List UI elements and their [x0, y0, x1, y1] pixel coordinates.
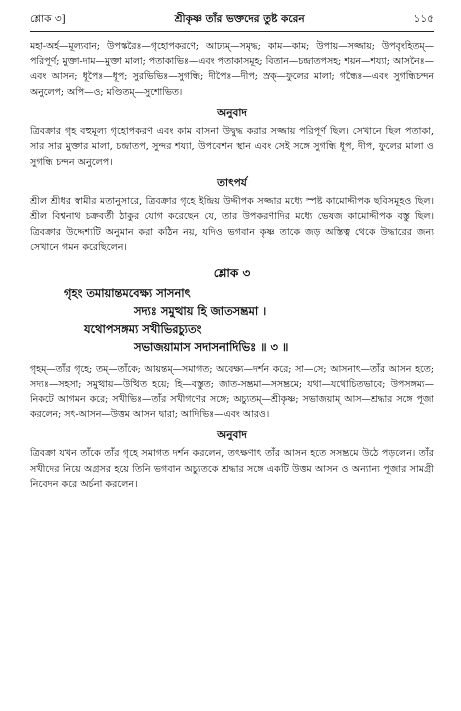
word-gloss-2: গৃহম্—তাঁর গৃহে; তম্—তাঁকে; আয়ন্তম্—সমাগত; অবেক্ষ্য—দর্শন করে; সা—সে; আসনাৎ—তাঁর আসন হতে; সদ্যঃ—সহসা; সমুত্থায়—উত্থিত হয়ে; হি—বস্তুত; জাত-সম্ভ্রমা—সসম্ভ্রমে; যথা—যথোচিতভাবে; উপসঙ্গম্য—নিকটে আগমন করে; সখীভিঃ—তাঁর সখীগণের সঙ্গে; অচ্যুতম্—শ্রীকৃষ্ণ; সভাজয়াম্ আস—শ্রদ্ধার সঙ্গে পূজা করলেন; সৎ-আসন—উত্তম আসন দ্বারা; আদিভিঃ—এবং আরও।: [30, 363, 434, 421]
page-number: ১১৫: [413, 13, 434, 25]
translation-2: ত্রিবক্রা যখন তাঁকে তাঁর গৃহে সমাগত দর্শন করলেন, তৎক্ষণাৎ তাঁর আসন হতে সসম্ভ্রমে উঠে পড়লেন। তাঁর সখীদের নিয়ে অগ্রসর হয়ে তিনি ভগবান অচ্যুতকে শ্রদ্ধার সঙ্গে একটি উত্তম আসন ও অন্যান্য পূজার সামগ্রী নিবেদন করে অর্চনা করলেন।: [30, 448, 434, 491]
verse-line: সদ্যঃ সমুত্থায় হি জাতসম্ভ্রমা ।: [134, 303, 267, 318]
header-rule: [30, 31, 434, 32]
verse-line: গৃহং তমায়ান্তমবেক্ষ্য সাসনাৎ: [64, 285, 191, 300]
translation-1: ত্রিবক্রার গৃহ বহুমূল্য গৃহোপকরণ এবং কাম বাসনা উদ্বুদ্ধ করার সজ্জায় পরিপূর্ণ ছিল। সেখানে ছিল পতাকা, সার সার মুক্তার মালা, চন্দ্রাতপ, সুন্দর শয্যা, উপবেশন স্থান এবং সেই সঙ্গে সুগন্ধি ধূপ, দীপ, ফুলের মালা ও সুগন্ধি চন্দন অনুলেপ।: [30, 125, 434, 168]
purport-heading: তাৎপর্য: [217, 177, 247, 190]
book-page: [30, 12, 434, 702]
translation-heading-1: অনুবাদ: [217, 106, 247, 119]
header-chapter-title: শ্রীকৃষ্ণ তাঁর ভক্তদের তুষ্ট করেন: [174, 13, 305, 25]
verse-heading: শ্লোক ৩: [213, 265, 251, 280]
sanskrit-verse: [30, 284, 434, 356]
purport-text: শ্রীল শ্রীধর স্বামীর মতানুসারে, ত্রিবক্রার গৃহে ইন্দ্রিয় উদ্দীপক সজ্জার মধ্যে স্পষ্ট কামোদ্দীপক ছবিসমূহও ছিল। শ্রীল বিশ্বনাথ চক্রবর্তী ঠাকুর যোগ করেছেন যে, তার উপকরণাদির মধ্যে ভেষজ কামোদ্দীপক বস্তু ছিল। ত্রিবক্রার উদ্দেশ্যটি অনুমান করা কঠিন নয়, যদিও ভগবান কৃষ্ণ তাকে জড় অস্তিত্ব থেকে উদ্ধারের জন্য সেখানে গমন করেছিলেন।: [30, 196, 434, 254]
translation-heading-2: অনুবাদ: [217, 429, 247, 442]
word-gloss-1: মহা-অর্হ—মূল্যবান; উপস্করৈঃ—গৃহোপকরণে; আঢ্যম্—সমৃদ্ধ; কাম—কাম; উপায়—সজ্জায়; উপবৃংহিতম্—পরিপূর্ণ; মুক্তা-দাম—মুক্তা মালা; পতাকাভিঃ—এবং পতাকাসমূহ; বিতান—চন্দ্রাতপসহ; শয়ন—শয্যা; আসনৈঃ—এবং আসন; ধূপৈঃ—ধূপ; সুরভিভিঃ—সুগন্ধি; দীপৈঃ—দীপ; স্রক্—ফুলের মালা; গন্ধৈঃ—এবং সুগন্ধিচন্দন অনুলেপ; অপি—ও; মণ্ডিতম্—সুশোভিত।: [30, 41, 434, 98]
verse-line: সভাজয়ামাস সদাসনাদিভিঃ ॥ ৩ ॥: [134, 339, 289, 354]
header-verse-ref: শ্লোক ৩]: [30, 13, 66, 25]
verse-line: যথোপসঙ্গম্য সখীভিরচ্যুতং: [84, 321, 202, 336]
page-header: [30, 12, 434, 28]
